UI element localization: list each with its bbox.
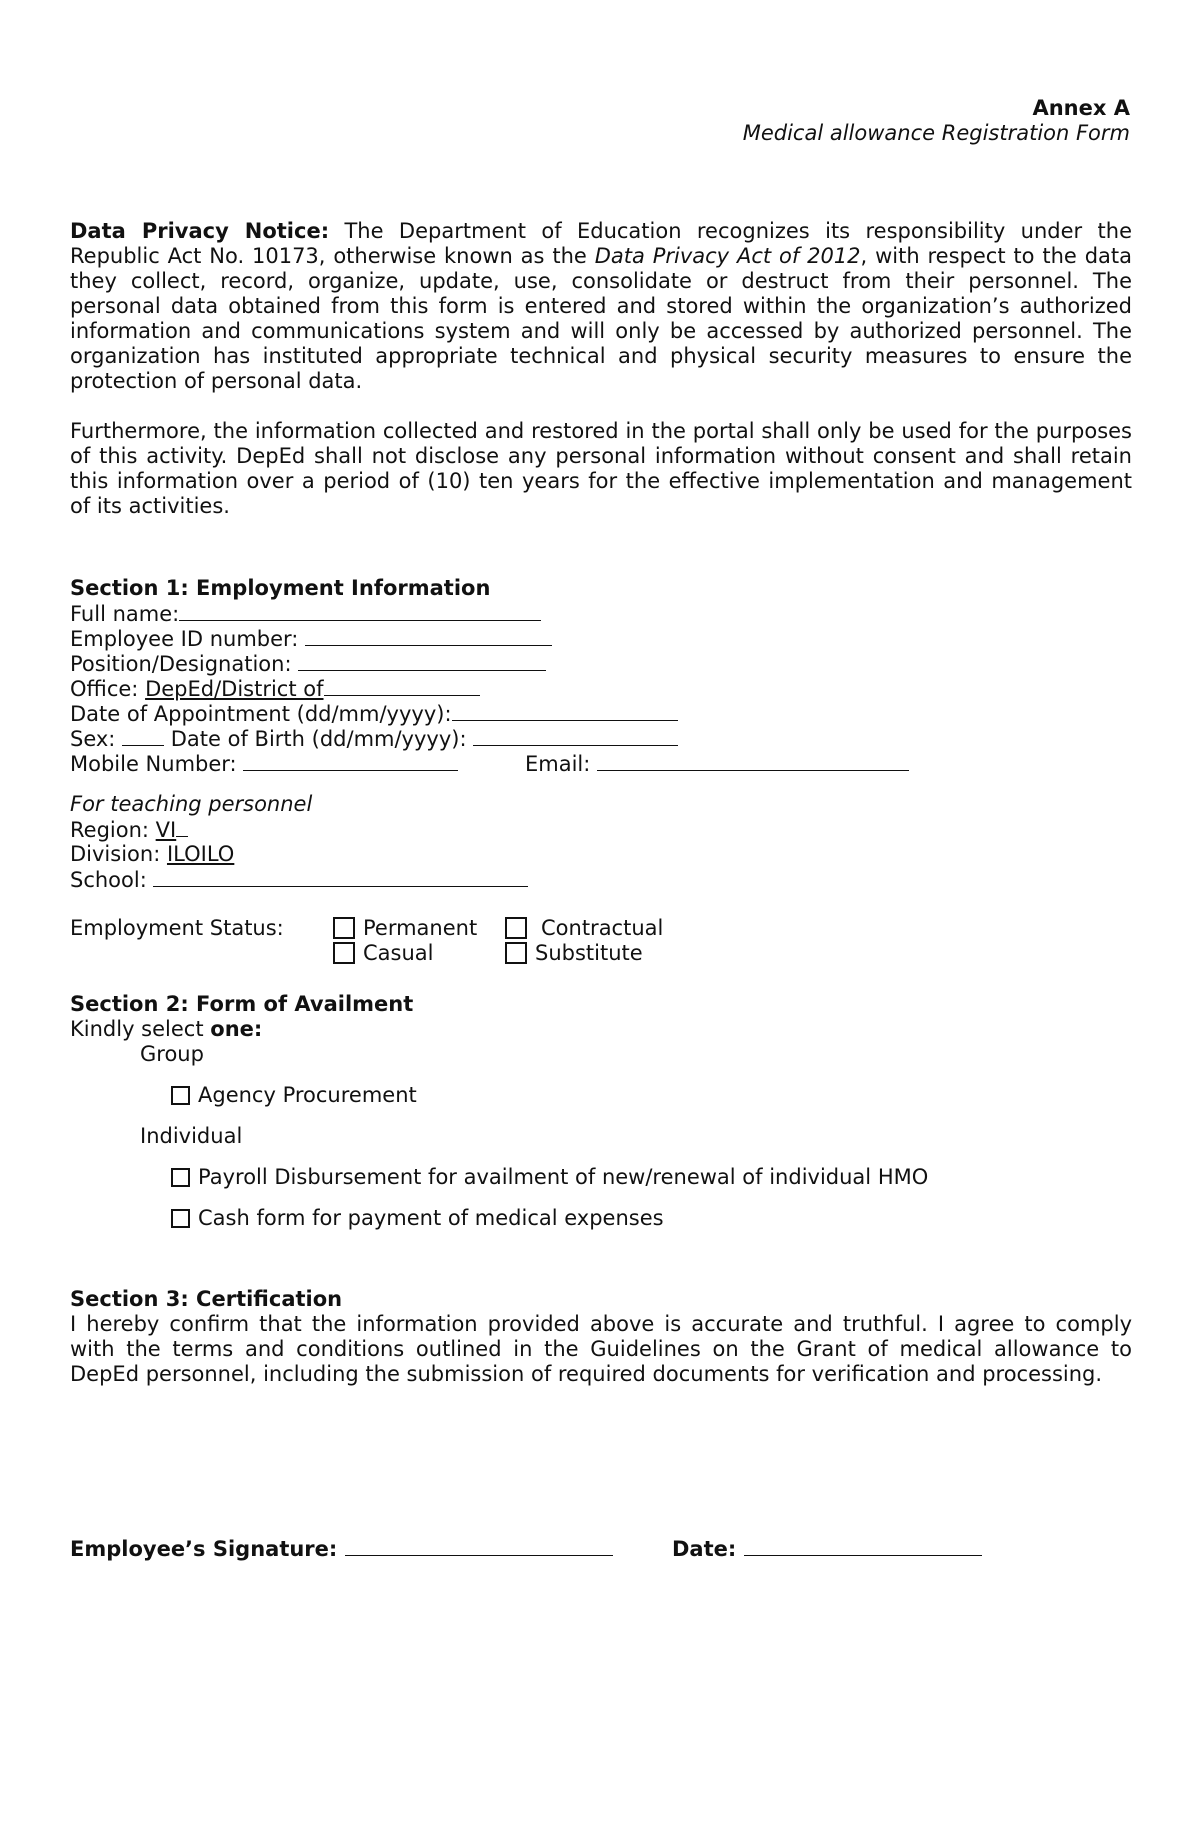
dob-field[interactable] [473, 726, 678, 746]
certification-text: I hereby confirm that the information provided above is accurate and truthful. I agree to comply with the terms and conditions outlined in the Guidelines on the Grant of medical allowance to DepEd personnel, including the submission of required documents for verification and processing. [70, 1312, 1132, 1386]
office-field[interactable] [324, 676, 480, 696]
position-field[interactable] [298, 651, 546, 671]
annex-label: Annex A [1032, 96, 1130, 120]
signature-row [70, 1536, 613, 1562]
status-contractual-option[interactable] [505, 916, 663, 941]
date-row [672, 1536, 982, 1562]
date-field[interactable] [744, 1536, 982, 1556]
privacy-paragraph-2: Furthermore, the information collected and restored in the portal shall only be used for the purposes of this activity. DepEd shall not disclose any personal information without consent and shall retain this information over a period of (10) ten years for the effective implementation and management of its activities. [70, 419, 1132, 518]
mobile-field[interactable] [243, 751, 458, 771]
school-label: School: [70, 868, 147, 892]
signature-field[interactable] [345, 1536, 613, 1556]
mobile-label: Mobile Number: [70, 752, 237, 776]
full-name-label: Full name: [70, 602, 180, 626]
division-value: ILOILO [166, 842, 235, 866]
group-label: Group [140, 1042, 204, 1066]
section1-title: Section 1: Employment Information [70, 576, 491, 600]
privacy-notice [70, 219, 1132, 394]
school-field[interactable] [153, 867, 528, 887]
region-label: Region: [70, 818, 149, 842]
employee-id-field[interactable] [305, 626, 552, 646]
section3-title: Section 3: Certification [70, 1287, 343, 1311]
section2-instruction [70, 1017, 262, 1042]
privacy-text-1: The Department of Education recognizes its responsibility under the Republic Act No. 10173, otherwise known as the [70, 219, 1132, 268]
payroll-label: Payroll Disbursement for availment of new/renewal of individual HMO [198, 1165, 929, 1189]
form-title: Medical allowance Registration Form [742, 121, 1130, 145]
appointment-field[interactable] [452, 701, 678, 721]
casual-label: Casual [363, 941, 434, 965]
sex-dob-row [70, 726, 678, 752]
payroll-checkbox[interactable] [171, 1168, 190, 1187]
signature-label: Employee’s Signature: [70, 1537, 338, 1561]
appointment-label: Date of Appointment (dd/mm/yyyy): [70, 702, 452, 726]
employee-id-row [70, 626, 552, 652]
school-row [70, 867, 528, 893]
status-permanent-option[interactable] [333, 916, 477, 941]
employee-id-label: Employee ID number: [70, 627, 299, 651]
division-row [70, 842, 234, 867]
instruction-bold: one: [210, 1017, 263, 1041]
region-value: VI [155, 818, 177, 842]
employment-status-label: Employment Status: [70, 916, 284, 940]
substitute-label: Substitute [535, 941, 643, 965]
casual-checkbox[interactable] [333, 942, 355, 964]
teaching-personnel-label: For teaching personnel [70, 792, 313, 816]
division-label: Division: [70, 842, 161, 866]
agency-checkbox[interactable] [171, 1086, 190, 1105]
appointment-row [70, 701, 678, 727]
privacy-act-name: Data Privacy Act of 2012 [594, 244, 861, 268]
cash-option[interactable] [171, 1206, 664, 1231]
sex-field[interactable] [122, 726, 164, 746]
sex-label: Sex: [70, 727, 116, 751]
region-row [70, 817, 188, 843]
contractual-label: Contractual [541, 916, 664, 940]
position-label: Position/Designation: [70, 652, 292, 676]
privacy-label: Data Privacy Notice: [70, 219, 330, 243]
email-row [525, 751, 909, 777]
individual-label: Individual [140, 1124, 243, 1148]
office-value: DepEd/District of [145, 677, 324, 701]
dob-label: Date of Birth (dd/mm/yyyy): [170, 727, 467, 751]
section2-title: Section 2: Form of Availment [70, 992, 414, 1016]
mobile-row [70, 751, 458, 777]
payroll-option[interactable] [171, 1165, 928, 1190]
instruction-text: Kindly select [70, 1017, 211, 1041]
cash-checkbox[interactable] [171, 1209, 190, 1228]
full-name-row [70, 601, 541, 627]
office-row [70, 676, 480, 702]
position-row [70, 651, 546, 677]
full-name-field[interactable] [179, 601, 541, 621]
status-substitute-option[interactable] [505, 941, 643, 966]
agency-option[interactable] [171, 1083, 417, 1108]
date-label: Date: [672, 1537, 737, 1561]
permanent-checkbox[interactable] [333, 917, 355, 939]
email-label: Email: [525, 752, 591, 776]
agency-label: Agency Procurement [198, 1083, 417, 1107]
email-field[interactable] [597, 751, 909, 771]
office-label: Office: [70, 677, 139, 701]
contractual-checkbox[interactable] [505, 917, 527, 939]
permanent-label: Permanent [363, 916, 478, 940]
substitute-checkbox[interactable] [505, 942, 527, 964]
cash-label: Cash form for payment of medical expenses [198, 1206, 664, 1230]
region-field[interactable] [176, 817, 188, 837]
status-casual-option[interactable] [333, 941, 434, 966]
privacy-text-2: , with respect to the data they collect, record, organize, update, use, consolidate or destruct from their personnel. The personal data obtained from this form is entered and stored within the organization’s authorized information and communications system and will only be accessed by authorized personnel. The organization has instituted appropriate technical and physical security measures to ensure the protection of personal data. [70, 244, 1133, 393]
